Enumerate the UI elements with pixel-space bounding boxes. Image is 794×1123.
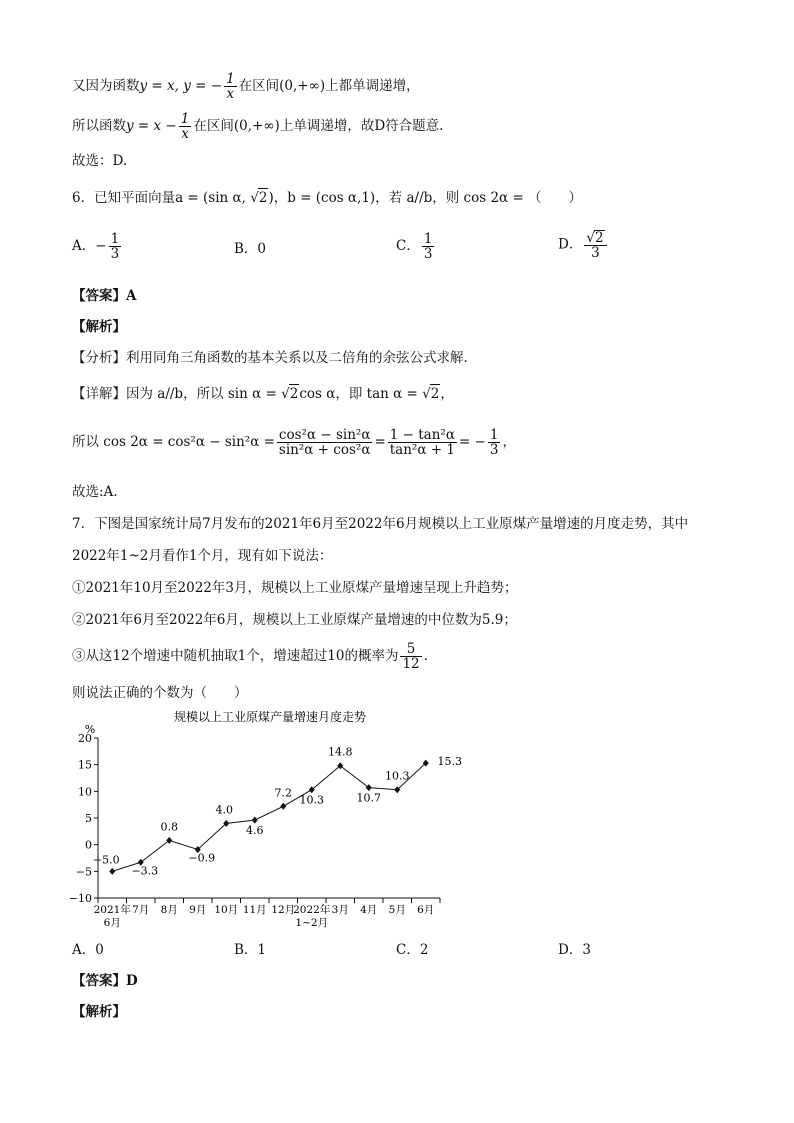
- data-point-marker: [366, 784, 372, 791]
- q6-detail: 【详解】因为 a//b，所以 sin α = √2cos α，即 tan α = √2，: [72, 386, 454, 402]
- data-label: 10.7: [356, 791, 381, 805]
- q7-analysis-heading: 【解析】: [72, 1004, 126, 1020]
- q7-option-d: D．3: [558, 942, 591, 958]
- q5-choice: 故选：D.: [72, 153, 128, 169]
- series-line: [112, 763, 426, 871]
- data-point-marker: [166, 837, 172, 844]
- y-tick-label: −10: [68, 892, 92, 905]
- q7-statement-3: ③从这12个增速中随机抽取1个，增速超过10的概率为 $\frac{5}{12}$ .: [72, 641, 428, 672]
- data-label: 7.2: [274, 786, 292, 800]
- data-label: 4.6: [246, 824, 264, 838]
- q6-fenxi: 【分析】利用同角三角函数的基本关系以及二倍角的余弦公式求解.: [72, 350, 468, 366]
- q5-line1-fraction: $\frac{1}{x}$: [226, 71, 235, 102]
- q7-statement-2: ②2021年6月至2022年6月，规模以上工业原煤产量增速的中位数为5.9；: [72, 612, 517, 628]
- x-tick-label: 4月: [360, 904, 378, 916]
- data-label: 14.8: [328, 745, 353, 759]
- q7-option-a: A．0: [72, 942, 104, 958]
- x-tick-label: 3月: [331, 904, 349, 916]
- data-label: 10.3: [385, 769, 410, 783]
- x-tick-label-line2: 1~2月: [295, 917, 329, 929]
- q7-stem-line2: 2022年1~2月看作1个月，现有如下说法：: [72, 548, 333, 564]
- q6-option-b: B．0: [234, 241, 267, 257]
- q7-answer: 【答案】D: [72, 973, 138, 989]
- q7-question: 则说法正确的个数为（ ）: [72, 685, 248, 701]
- data-label: −3.3: [131, 864, 159, 878]
- y-tick-label: −5: [75, 865, 92, 879]
- data-point-marker: [252, 817, 258, 824]
- q6-stem: 6．已知平面向量a = (sin α, √2)，b = (cos α,1)，若 a//b，则 cos 2α = （ ）: [72, 190, 583, 206]
- x-tick-label: 7月: [132, 904, 150, 916]
- q5-line2: 所以函数y = x − $\frac{1}{x}$ 在区间(0,+∞)上单调递增，故D符合题意.: [72, 111, 444, 142]
- q5-line1-math: y = x, y = −: [139, 78, 223, 94]
- q7-stem-line1: 7．下图是国家统计局7月发布的2021年6月至2022年6月规模以上工业原煤产量增速的月度走势，其中: [72, 516, 689, 532]
- q6-calculation: 所以 cos 2α = cos²α − sin²α = $\frac{\text{cos²α − sin²α}}{\text{sin²α + cos²α}}$ = $\frac{\text{1 − tan²α}}{\text{tan²α + 1}}$ = − $\frac{1}{3}$ ，: [72, 427, 516, 458]
- x-tick-label: 10月: [214, 904, 239, 916]
- data-label: −0.9: [188, 851, 216, 865]
- data-label: 15.3: [437, 755, 462, 769]
- x-tick-label: 11月: [242, 904, 267, 916]
- y-tick-label: 5: [85, 812, 92, 825]
- data-point-marker: [280, 803, 286, 810]
- q7-statement-1: ①2021年10月至2022年3月，规模以上工业原煤产量增速呈现上升趋势；: [72, 580, 518, 596]
- q7-option-c: C．2: [396, 942, 429, 958]
- x-tick-label: 6月: [417, 904, 435, 916]
- q6-analysis-heading: 【解析】: [72, 319, 126, 335]
- q6-option-a: A．− $\frac{1}{3}$: [72, 231, 120, 262]
- coal-growth-line-chart: [60, 705, 480, 935]
- q5-line1-text: 又因为函数: [72, 78, 140, 94]
- x-tick-label: 2021年: [93, 904, 131, 916]
- data-label: 10.3: [299, 793, 324, 807]
- y-tick-label: 15: [78, 758, 92, 772]
- q6-option-d: D． $\frac{√2}{3}$: [558, 230, 609, 260]
- chart-title: 规模以上工业原煤产量增速月度走势: [173, 710, 367, 724]
- q5-line1-tail: 在区间(0,+∞)上都单调递增，: [238, 78, 420, 94]
- q6-choice: 故选:A.: [72, 484, 118, 500]
- q6-answer: 【答案】A: [72, 288, 137, 304]
- y-tick-label: 0: [85, 838, 92, 852]
- x-tick-label: 12月: [271, 904, 296, 916]
- y-tick-label: 20: [78, 732, 92, 745]
- q7-option-b: B．1: [234, 942, 267, 958]
- x-tick-label-line2: 6月: [103, 917, 121, 929]
- data-point-marker: [309, 786, 315, 793]
- y-axis-unit: %: [84, 723, 96, 736]
- x-tick-label: 5月: [388, 904, 406, 916]
- q5-line2-fraction: $\frac{1}{x}$: [180, 111, 190, 142]
- data-label: 0.8: [160, 820, 178, 834]
- x-tick-label: 2022年: [293, 904, 331, 916]
- data-point-marker: [109, 868, 115, 875]
- x-tick-label: 9月: [189, 904, 207, 916]
- y-tick-label: 10: [78, 785, 92, 799]
- x-tick-label: 8月: [160, 904, 178, 916]
- q6-option-c: C． $\frac{1}{3}$: [396, 231, 433, 262]
- data-point-marker: [337, 762, 343, 769]
- data-label: −5.0: [92, 853, 120, 867]
- data-label: 4.0: [215, 803, 233, 817]
- q5-line1: [72, 72, 420, 101]
